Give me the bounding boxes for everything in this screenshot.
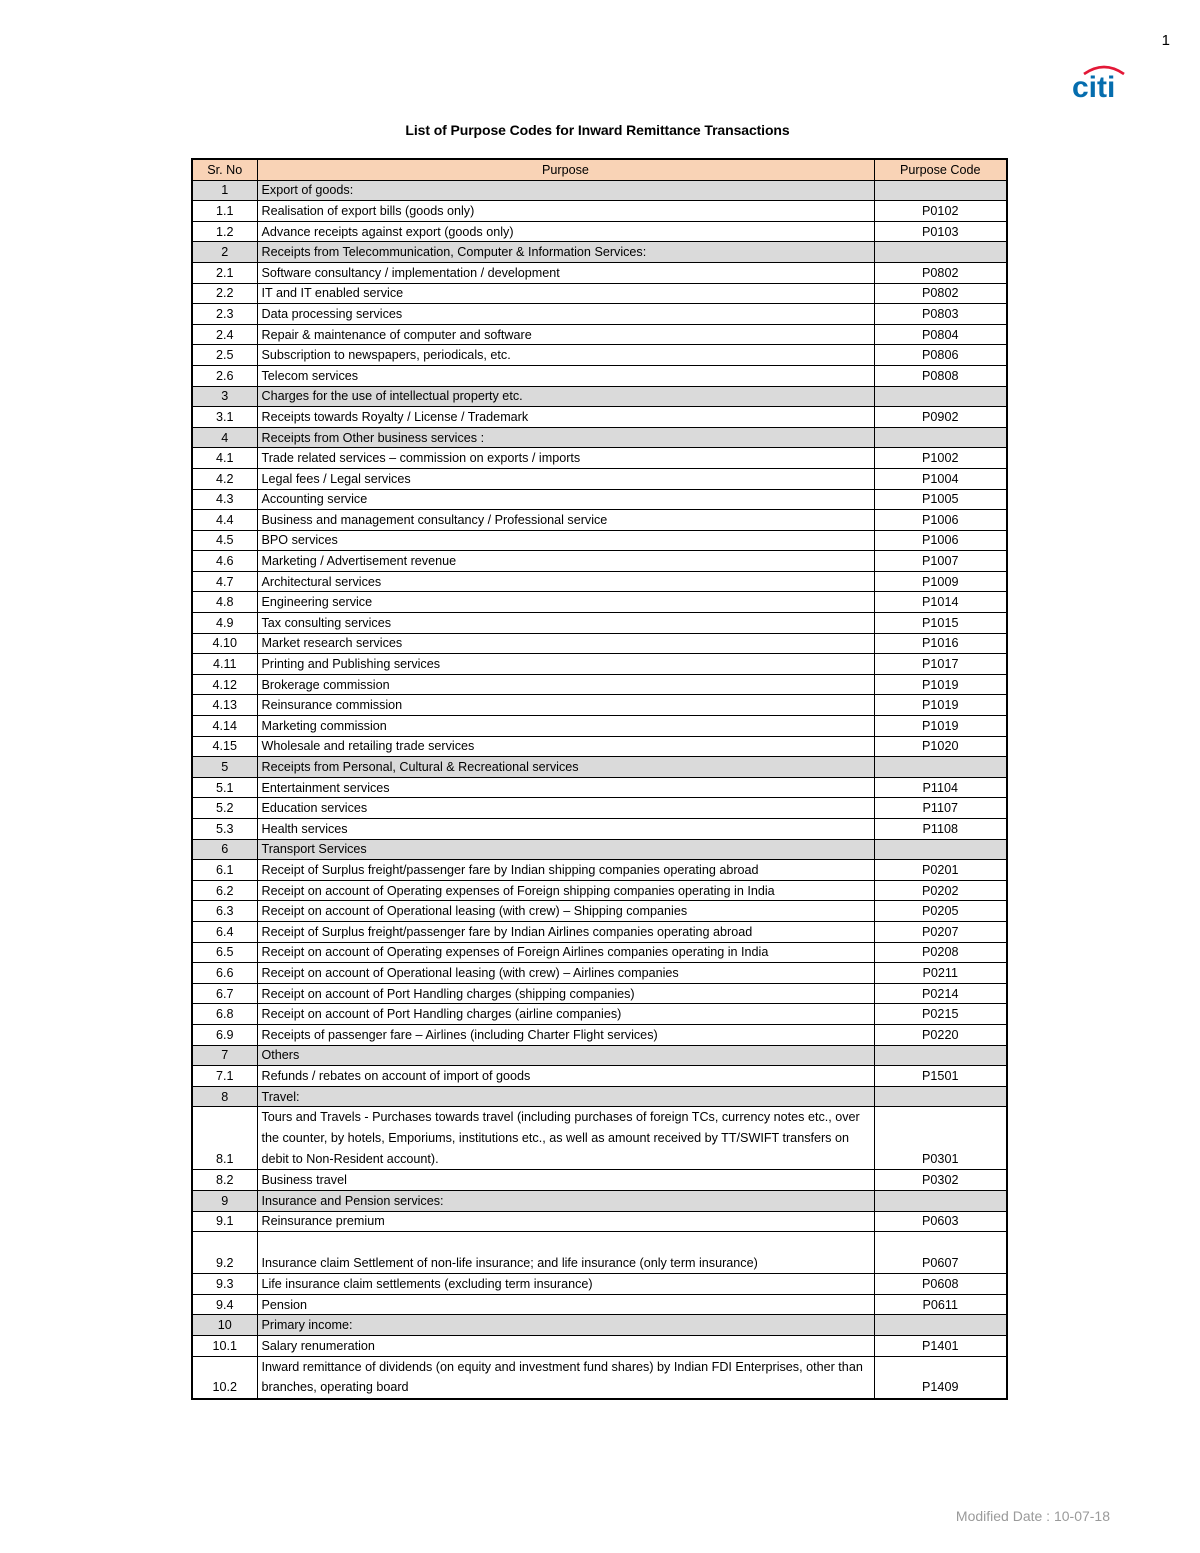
code-cell <box>874 1086 1007 1107</box>
section-row <box>192 427 1007 448</box>
code-cell: P1019 <box>874 674 1007 695</box>
purpose-cell: Business travel <box>257 1170 874 1191</box>
code-cell: P1108 <box>874 819 1007 840</box>
code-cell: P0804 <box>874 324 1007 345</box>
purpose-cell: Wholesale and retailing trade services <box>257 736 874 757</box>
sr-cell: 2 <box>192 242 257 263</box>
purpose-cell: Software consultancy / implementation / development <box>257 262 874 283</box>
table-row <box>192 860 1007 881</box>
section-row <box>192 242 1007 263</box>
purpose-cell: Reinsurance commission <box>257 695 874 716</box>
purpose-cell: Life insurance claim settlements (excluding term insurance) <box>257 1274 874 1295</box>
purpose-cell: Receipts of passenger fare – Airlines (including Charter Flight services) <box>257 1024 874 1045</box>
code-cell: P0808 <box>874 365 1007 386</box>
purpose-cell: Refunds / rebates on account of import of goods <box>257 1066 874 1087</box>
code-cell <box>874 839 1007 860</box>
table-row <box>192 304 1007 325</box>
header-sr-no: Sr. No <box>192 159 257 180</box>
table-row <box>192 983 1007 1004</box>
purpose-cell: Repair & maintenance of computer and software <box>257 324 874 345</box>
sr-cell: 6.2 <box>192 880 257 901</box>
sr-cell: 8.1 <box>192 1107 257 1170</box>
sr-cell: 4.2 <box>192 468 257 489</box>
code-cell: P1009 <box>874 571 1007 592</box>
sr-cell: 9.3 <box>192 1274 257 1295</box>
code-cell: P0103 <box>874 221 1007 242</box>
table-row <box>192 654 1007 675</box>
sr-cell: 2.5 <box>192 345 257 366</box>
purpose-cell: Pension <box>257 1294 874 1315</box>
sr-cell: 3 <box>192 386 257 407</box>
code-cell <box>874 757 1007 778</box>
purpose-cell: Marketing / Advertisement revenue <box>257 551 874 572</box>
sr-cell: 10 <box>192 1315 257 1336</box>
purpose-cell: Reinsurance premium <box>257 1211 874 1232</box>
purpose-cell: Printing and Publishing services <box>257 654 874 675</box>
sr-cell: 6.6 <box>192 963 257 984</box>
page-number: 1 <box>1161 32 1170 49</box>
code-cell: P1401 <box>874 1335 1007 1356</box>
code-cell: P0201 <box>874 860 1007 881</box>
sr-cell: 8 <box>192 1086 257 1107</box>
table-row <box>192 1107 1007 1170</box>
table-row <box>192 880 1007 901</box>
code-cell: P1409 <box>874 1356 1007 1399</box>
purpose-cell: Travel: <box>257 1086 874 1107</box>
purpose-cell: Transport Services <box>257 839 874 860</box>
table-row <box>192 283 1007 304</box>
table-row <box>192 1356 1007 1399</box>
purpose-cell: Receipts from Other business services : <box>257 427 874 448</box>
code-cell: P0608 <box>874 1274 1007 1295</box>
citi-logo-text: citi <box>1072 71 1116 100</box>
sr-cell: 6.7 <box>192 983 257 1004</box>
header-purpose-code: Purpose Code <box>874 159 1007 180</box>
document-title: List of Purpose Codes for Inward Remittance Transactions <box>405 122 790 138</box>
table-row <box>192 324 1007 345</box>
sr-cell: 8.2 <box>192 1170 257 1191</box>
code-cell <box>874 1315 1007 1336</box>
table-row <box>192 345 1007 366</box>
code-cell <box>874 427 1007 448</box>
sr-cell: 4.15 <box>192 736 257 757</box>
code-cell: P0208 <box>874 942 1007 963</box>
table-row <box>192 221 1007 242</box>
table-row <box>192 407 1007 428</box>
table-row <box>192 819 1007 840</box>
purpose-cell: Others <box>257 1045 874 1066</box>
code-cell: P1501 <box>874 1066 1007 1087</box>
code-cell: P1016 <box>874 633 1007 654</box>
code-cell: P1020 <box>874 736 1007 757</box>
purpose-cell: Subscription to newspapers, periodicals, etc. <box>257 345 874 366</box>
code-cell: P0207 <box>874 921 1007 942</box>
table-row <box>192 1024 1007 1045</box>
sr-cell: 4.6 <box>192 551 257 572</box>
table-row <box>192 468 1007 489</box>
sr-cell: 4.1 <box>192 448 257 469</box>
purpose-cell: Salary renumeration <box>257 1335 874 1356</box>
sr-cell: 1.1 <box>192 201 257 222</box>
modified-date: Modified Date : 10-07-18 <box>955 1508 1110 1524</box>
sr-cell: 4.14 <box>192 716 257 737</box>
code-cell: P1017 <box>874 654 1007 675</box>
purpose-cell: Receipt on account of Operational leasing (with crew) – Shipping companies <box>257 901 874 922</box>
sr-cell: 6.9 <box>192 1024 257 1045</box>
code-cell: P0806 <box>874 345 1007 366</box>
sr-cell: 6.4 <box>192 921 257 942</box>
code-cell: P0102 <box>874 201 1007 222</box>
purpose-cell: IT and IT enabled service <box>257 283 874 304</box>
purpose-cell: Receipt of Surplus freight/passenger fare by Indian shipping companies operating abroad <box>257 860 874 881</box>
table-row <box>192 921 1007 942</box>
code-cell: P0220 <box>874 1024 1007 1045</box>
code-cell: P0205 <box>874 901 1007 922</box>
purpose-cell: Receipts from Telecommunication, Computer & Information Services: <box>257 242 874 263</box>
sr-cell: 9.4 <box>192 1294 257 1315</box>
table-row <box>192 448 1007 469</box>
table-row <box>192 1274 1007 1295</box>
table-row <box>192 736 1007 757</box>
code-cell: P0603 <box>874 1211 1007 1232</box>
purpose-cell: Inward remittance of dividends (on equity and investment fund shares) by Indian FDI Enterprises, other than branches, operating board <box>257 1356 874 1399</box>
sr-cell: 1 <box>192 180 257 201</box>
purpose-cell: Receipts from Personal, Cultural & Recreational services <box>257 757 874 778</box>
purpose-cell: Education services <box>257 798 874 819</box>
purpose-cell: Receipts towards Royalty / License / Trademark <box>257 407 874 428</box>
sr-cell: 4.7 <box>192 571 257 592</box>
sr-cell: 7 <box>192 1045 257 1066</box>
purpose-codes-table <box>191 158 1008 1400</box>
table-row <box>192 201 1007 222</box>
code-cell <box>874 180 1007 201</box>
table-row <box>192 1066 1007 1087</box>
sr-cell: 2.2 <box>192 283 257 304</box>
sr-cell: 7.1 <box>192 1066 257 1087</box>
sr-cell: 5.1 <box>192 777 257 798</box>
table-row <box>192 674 1007 695</box>
sr-cell: 2.6 <box>192 365 257 386</box>
section-row <box>192 1315 1007 1336</box>
purpose-cell: Insurance claim Settlement of non-life insurance; and life insurance (only term insurance) <box>257 1232 874 1274</box>
code-cell: P0302 <box>874 1170 1007 1191</box>
code-cell: P1019 <box>874 716 1007 737</box>
purpose-cell: Market research services <box>257 633 874 654</box>
table-row <box>192 777 1007 798</box>
purpose-cell: Primary income: <box>257 1315 874 1336</box>
code-cell: P0607 <box>874 1232 1007 1274</box>
table-row <box>192 798 1007 819</box>
sr-cell: 3.1 <box>192 407 257 428</box>
purpose-cell: Data processing services <box>257 304 874 325</box>
sr-cell: 2.4 <box>192 324 257 345</box>
purpose-cell: BPO services <box>257 530 874 551</box>
table-row <box>192 1211 1007 1232</box>
sr-cell: 1.2 <box>192 221 257 242</box>
table-row <box>192 695 1007 716</box>
sr-cell: 6.3 <box>192 901 257 922</box>
code-cell: P1007 <box>874 551 1007 572</box>
sr-cell: 4.4 <box>192 510 257 531</box>
table-row <box>192 530 1007 551</box>
code-cell: P0215 <box>874 1004 1007 1025</box>
code-cell: P1006 <box>874 530 1007 551</box>
code-cell: P0211 <box>874 963 1007 984</box>
code-cell: P1014 <box>874 592 1007 613</box>
section-row <box>192 757 1007 778</box>
table-row <box>192 1004 1007 1025</box>
purpose-cell: Tours and Travels - Purchases towards travel (including purchases of foreign TCs, currency notes etc., over the counter, by hotels, Emporiums, institutions etc., as well as amount received by TT/SWIFT transfers on debit to Non-Resident account). <box>257 1107 874 1170</box>
sr-cell: 6.5 <box>192 942 257 963</box>
purpose-cell: Receipt of Surplus freight/passenger fare by Indian Airlines companies operating abroad <box>257 921 874 942</box>
sr-cell: 10.2 <box>192 1356 257 1399</box>
section-row <box>192 839 1007 860</box>
code-cell: P1002 <box>874 448 1007 469</box>
purpose-cell: Realisation of export bills (goods only) <box>257 201 874 222</box>
purpose-cell: Brokerage commission <box>257 674 874 695</box>
code-cell: P0214 <box>874 983 1007 1004</box>
code-cell: P1004 <box>874 468 1007 489</box>
purpose-cell: Receipt on account of Operating expenses of Foreign shipping companies operating in India <box>257 880 874 901</box>
table-row <box>192 592 1007 613</box>
purpose-cell: Receipt on account of Port Handling charges (airline companies) <box>257 1004 874 1025</box>
purpose-cell: Business and management consultancy / Professional service <box>257 510 874 531</box>
code-cell: P1019 <box>874 695 1007 716</box>
header-purpose: Purpose <box>257 159 874 180</box>
sr-cell: 5 <box>192 757 257 778</box>
code-cell <box>874 1191 1007 1212</box>
table-row <box>192 489 1007 510</box>
purpose-cell: Engineering service <box>257 592 874 613</box>
purpose-cell: Advance receipts against export (goods only) <box>257 221 874 242</box>
purpose-cell: Trade related services – commission on exports / imports <box>257 448 874 469</box>
table-row <box>192 365 1007 386</box>
purpose-cell: Health services <box>257 819 874 840</box>
code-cell: P0902 <box>874 407 1007 428</box>
sr-cell: 2.1 <box>192 262 257 283</box>
code-cell: P0202 <box>874 880 1007 901</box>
purpose-cell: Architectural services <box>257 571 874 592</box>
table-row <box>192 510 1007 531</box>
code-cell <box>874 1045 1007 1066</box>
section-row <box>192 1045 1007 1066</box>
sr-cell: 4.9 <box>192 613 257 634</box>
sr-cell: 9.1 <box>192 1211 257 1232</box>
table-row <box>192 716 1007 737</box>
sr-cell: 9 <box>192 1191 257 1212</box>
sr-cell: 9.2 <box>192 1232 257 1274</box>
section-row <box>192 180 1007 201</box>
purpose-cell: Insurance and Pension services: <box>257 1191 874 1212</box>
table-row <box>192 901 1007 922</box>
code-cell: P0802 <box>874 283 1007 304</box>
table-row <box>192 1335 1007 1356</box>
code-cell: P0802 <box>874 262 1007 283</box>
sr-cell: 6.8 <box>192 1004 257 1025</box>
purpose-cell: Telecom services <box>257 365 874 386</box>
sr-cell: 10.1 <box>192 1335 257 1356</box>
section-row <box>192 386 1007 407</box>
sr-cell: 4.3 <box>192 489 257 510</box>
purpose-cell: Receipt on account of Operating expenses of Foreign Airlines companies operating in India <box>257 942 874 963</box>
purpose-cell: Tax consulting services <box>257 613 874 634</box>
purpose-cell: Receipt on account of Port Handling charges (shipping companies) <box>257 983 874 1004</box>
table-row <box>192 1294 1007 1315</box>
table-row <box>192 571 1007 592</box>
sr-cell: 5.3 <box>192 819 257 840</box>
table-row <box>192 1232 1007 1274</box>
section-row <box>192 1191 1007 1212</box>
code-cell: P1015 <box>874 613 1007 634</box>
table-row <box>192 942 1007 963</box>
purpose-cell: Export of goods: <box>257 180 874 201</box>
sr-cell: 4.8 <box>192 592 257 613</box>
sr-cell: 4.10 <box>192 633 257 654</box>
purpose-cell: Receipt on account of Operational leasing (with crew) – Airlines companies <box>257 963 874 984</box>
sr-cell: 4.13 <box>192 695 257 716</box>
purpose-cell: Marketing commission <box>257 716 874 737</box>
code-cell: P0301 <box>874 1107 1007 1170</box>
sr-cell: 4.11 <box>192 654 257 675</box>
code-cell: P1005 <box>874 489 1007 510</box>
citi-logo <box>1070 62 1126 100</box>
table-row <box>192 1170 1007 1191</box>
table-row <box>192 262 1007 283</box>
purpose-cell: Accounting service <box>257 489 874 510</box>
section-row <box>192 1086 1007 1107</box>
table-row <box>192 633 1007 654</box>
table-header-row <box>192 159 1007 180</box>
code-cell: P0611 <box>874 1294 1007 1315</box>
code-cell: P1107 <box>874 798 1007 819</box>
sr-cell: 6 <box>192 839 257 860</box>
sr-cell: 6.1 <box>192 860 257 881</box>
sr-cell: 4.12 <box>192 674 257 695</box>
sr-cell: 4 <box>192 427 257 448</box>
purpose-cell: Entertainment services <box>257 777 874 798</box>
purpose-cell: Legal fees / Legal services <box>257 468 874 489</box>
sr-cell: 4.5 <box>192 530 257 551</box>
sr-cell: 5.2 <box>192 798 257 819</box>
code-cell: P0803 <box>874 304 1007 325</box>
purpose-cell: Charges for the use of intellectual property etc. <box>257 386 874 407</box>
code-cell: P1104 <box>874 777 1007 798</box>
code-cell <box>874 242 1007 263</box>
table-row <box>192 613 1007 634</box>
table-row <box>192 551 1007 572</box>
sr-cell: 2.3 <box>192 304 257 325</box>
table-row <box>192 963 1007 984</box>
code-cell <box>874 386 1007 407</box>
code-cell: P1006 <box>874 510 1007 531</box>
